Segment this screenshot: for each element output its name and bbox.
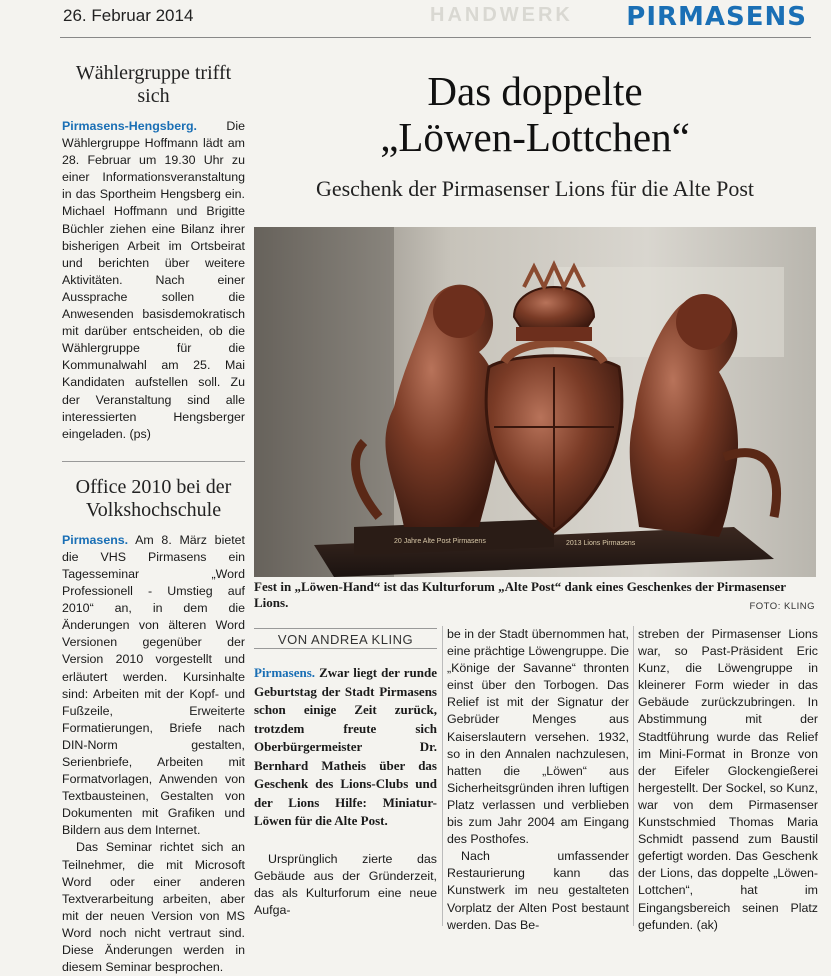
plaque-text-left: 20 Jahre Alte Post Pirmasens — [394, 538, 486, 545]
headline-line: „Löwen-Lottchen“ — [380, 114, 690, 160]
article-paragraph: streben der Pirmasenser Lions war, so Past-Präsident Eric Kunz, die Löwengruppe in kleinerer Form wieder in das Gebäude zurückzubringen. In Abstimmung mit der Stadtführung wurde das Relief im Mini-Format in Bronze von der Eifeler Glockengießerei hergestellt. Der Sockel, so Kunz, war von dem Pirmasenser Kunstschmied Thomas Maria Schmidt passend zum Baustil gefertigt worden. Das Geschenk der Lions, das doppelte „Löwen-Lottchen“, hat im Eingangsbereich seinen Platz gefunden. (ak) — [638, 627, 818, 932]
notice-body: Am 8. März bietet die VHS Pirmasens ein Tagesseminar „Word Professionell - Umstieg auf 2010“ an, in dem die Änderungen von älteren Word Versionen gegenüber der Version 2010 vorgestellt und erläutert werden. Kursinhalte sind: Arbeiten mit der Kopf- und Fußzeile, Erweiterte Formatierungen, Briefe nach DIN-Norm gestalten, Serienbriefe, Arbeiten mit Formatvorlagen, Anwenden von Textbausteinen, Gestalten von Dokumenten mit Grafiken und Bildern aus dem Internet. — [62, 532, 245, 838]
notice-dateline: Pirmasens-Hengsberg. — [62, 119, 197, 133]
article-paragraph: Ursprünglich zierte das Gebäude aus der Gründerzeit, das als Kulturforum eine neue Aufga- — [254, 851, 437, 917]
byline-rule-top — [254, 628, 437, 629]
intro-text: Zwar liegt der runde Geburtstag der Stadt Pirmasens schon einige Zeit zurück, trotzdem freute sich Oberbürgermeister Dr. Bernhard Matheis über das Geschenk des Lions-Clubs und der Lions Hilfe: Miniatur-Löwen für die Alte Post. — [254, 665, 438, 828]
notice-dateline: Pirmasens. — [62, 532, 129, 547]
notice-wahlergruppe — [62, 62, 245, 443]
article-column-1 — [254, 664, 437, 919]
section-name: PIRMASENS — [626, 2, 807, 32]
left-column — [62, 62, 245, 976]
notice-body: Die Wählergruppe Hoffmann lädt am 28. Februar um 19.30 Uhr zu einer Informationsveranstaltung in das Sportheim Hengsberg ein. Michael Hoffmann und Brigitte Büchler ziehen eine Bilanz ihrer bisherigen Arbeit im Ortsbeirat und berichten über weitere Aktivitäten. Nach einer Aussprache sollen die Anwesenden basisdemokratisch mit darüber entscheiden, ob die Wählergruppe für die Kommunalwahl am 25. Mai Kandidaten aufstellen soll. Zu der Veranstaltung sind alle interessierten Hengsberger eingeladen. (ps) — [62, 119, 245, 441]
article-headline — [255, 68, 815, 160]
photo-credit: FOTO: KLING — [749, 601, 815, 612]
column-divider — [62, 461, 245, 462]
article-column-3 — [638, 626, 818, 934]
photo-caption: Fest in „Löwen-Hand“ ist das Kulturforum „Alte Post“ dank eines Geschenkes der Pirmasenser Lions. — [254, 579, 786, 610]
article-paragraph: be in der Stadt übernommen hat, eine prächtige Löwengruppe. Die „Könige der Savanne“ thronten einst über den Torbogen. Das Relief ist mit der Signatur der Gebrüder Menges aus Kaiserslautern versehen. 1932, so in den Annalen nachzulesen, hatten die „Löwen“ aus Sicherheitsgründen ihren luftigen Platz verlassen und verblieben bis zum Jahr 2004 am Eingang des Posthofes. — [447, 627, 629, 847]
issue-date: 26. Februar 2014 — [63, 6, 194, 25]
byline-rule-bottom — [254, 648, 437, 649]
plaque-text-right: 2013 Lions Pirmasens — [566, 540, 636, 547]
headline-line: Das doppelte — [427, 68, 643, 114]
column-rule — [633, 626, 634, 926]
lion-sculpture-image — [254, 227, 816, 577]
article-dateline: Pirmasens. — [254, 665, 316, 680]
article-photo — [254, 227, 816, 577]
header-rule — [60, 37, 811, 38]
article-intro — [254, 664, 437, 831]
article-column-2 — [447, 626, 629, 934]
notice-body-paragraph: Das Seminar richtet sich an Teilnehmer, die mit Microsoft Word oder einer anderen Textverarbeitung arbeiten, aber mit der neuen Version von MS Word noch nicht vertraut sind. Diese Änderungen werden in diesem Seminar besprochen. — [62, 840, 245, 975]
notice-headline: Office 2010 bei der Volkshochschule — [75, 475, 232, 521]
notice-headline: Wählergruppe trifft sich — [75, 62, 232, 107]
article-paragraph: Nach umfassender Restaurierung kann das Kunstwerk im neu gestalteten Vorplatz der Alten Post bestaunt werden. Das Be- — [447, 849, 629, 932]
notice-office — [62, 476, 245, 976]
article-subtitle: Geschenk der Pirmasenser Lions für die Alte Post — [315, 176, 755, 201]
show-through-text: HANDWERK — [430, 4, 573, 26]
byline: VON ANDREA KLING — [277, 632, 414, 647]
column-rule — [442, 626, 443, 926]
